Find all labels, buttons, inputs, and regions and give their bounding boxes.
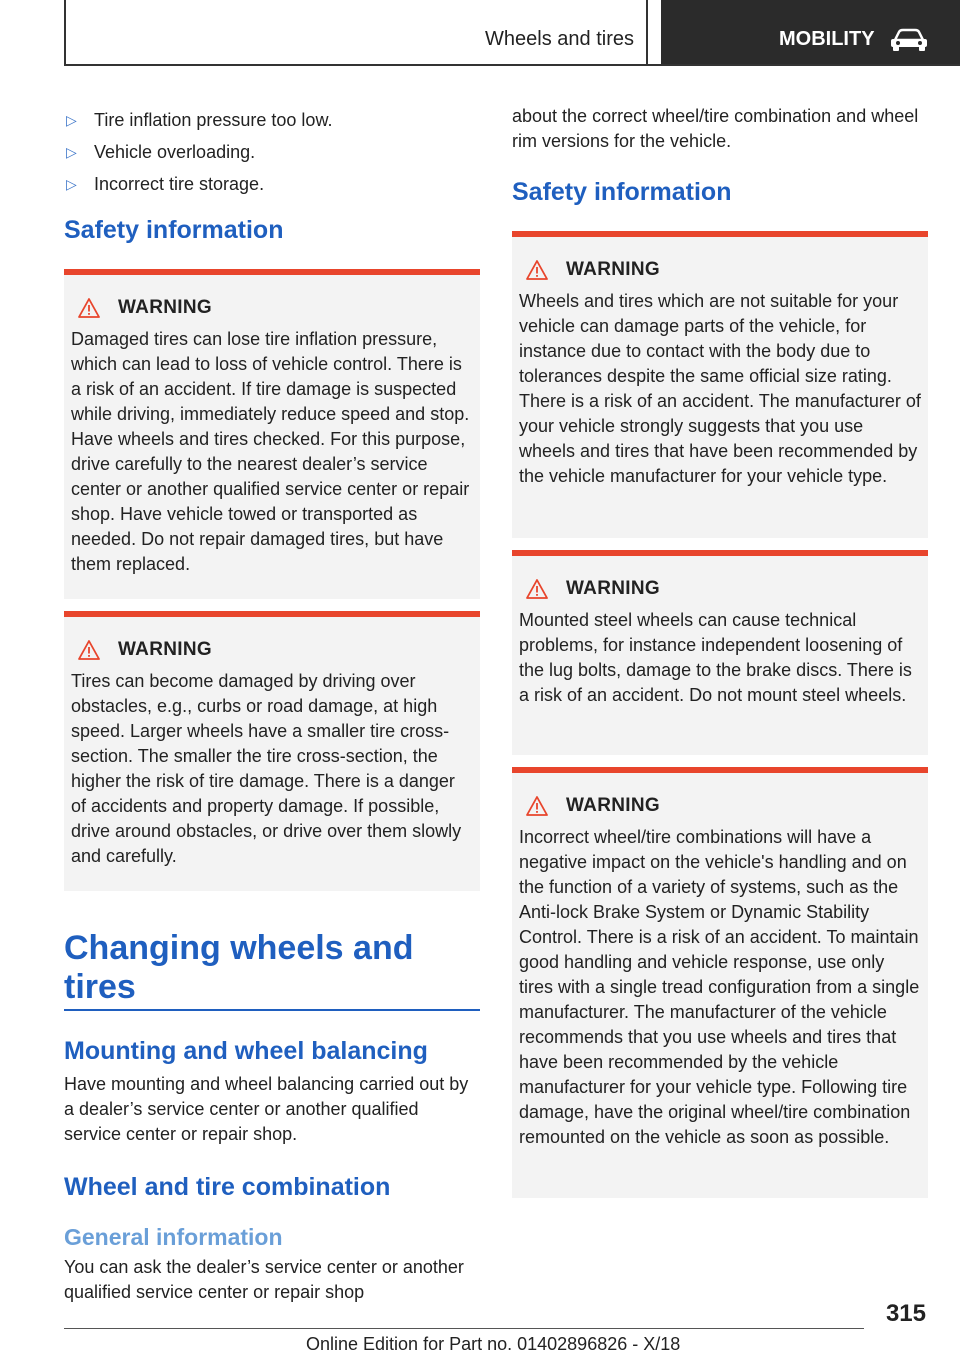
warning-text: Tires can become damaged by driving over obstacles, e.g., curbs or road damage, at high speed. Larger wheels have a smaller tire cross-section. The smaller the tire cross-section, the higher the risk of tire damage. There is a danger of accidents and property damage. If possible, drive around obstacles, or drive over them slowly and carefully. (71, 671, 462, 866)
safety-heading: Safety information (64, 216, 284, 244)
warning-triangle-icon (78, 298, 100, 318)
list-item: ▷ Vehicle overloading. (64, 136, 480, 168)
warning-text: Wheels and tires which are not suitable for your vehicle can damage parts of the vehicle, for instance due to contact with the body due to tolerances despite the same official size rating. There is a risk of an accident. The manufacturer of your vehicle strongly suggests that you use wheels and tires that have been recommended by the vehicle manufacturer for your vehicle type. (519, 291, 921, 486)
triangle-bullet-icon: ▷ (66, 144, 77, 160)
safety-heading: Safety information (512, 178, 732, 206)
warning-title: WARNING (118, 639, 212, 660)
header-rule (64, 64, 960, 66)
warning-box (64, 611, 480, 891)
list-item: ▷ Tire inflation pressure too low. (64, 104, 480, 136)
list-item: ▷ Incorrect tire storage. (64, 168, 480, 200)
intro-text: about the correct wheel/tire combination and wheel rim versions for the vehicle. (512, 106, 919, 151)
header-section-tab (64, 0, 648, 64)
warning-title: WARNING (118, 297, 212, 318)
warning-text: Damaged tires can lose tire inflation pressure, which can lead to loss of vehicle control. There is a risk of an accident. If tire damage is suspected while driving, immediately reduce speed and stop. Have wheels and tires checked. For this purpose, drive carefully to the nearest dealer’s service center or another qualified service center or repair shop. Have vehicle towed or transported as needed. Do not repair damaged tires, but have them replaced. (71, 329, 470, 574)
triangle-bullet-icon: ▷ (66, 176, 77, 192)
car-icon (889, 28, 929, 52)
edition-text: Online Edition for Part no. 01402896826 - X/18 (306, 1334, 681, 1354)
triangle-bullet-icon: ▷ (66, 112, 77, 128)
mounting-heading: Mounting and wheel balancing (64, 1037, 428, 1065)
warning-triangle-icon (526, 579, 548, 599)
warning-title: WARNING (566, 578, 660, 599)
mounting-text: Have mounting and wheel balancing carried out by a dealer’s service center or another qualified service center or repair shop. (64, 1074, 469, 1144)
general-text: You can ask the dealer’s service center or another qualified service center or repair shop (64, 1257, 464, 1302)
warning-title: WARNING (566, 795, 660, 816)
warning-text: Mounted steel wheels can cause technical problems, for instance independent loosening of the lug bolts, damage to the brake discs. There is a risk of an accident. Do not mount steel wheels. (519, 610, 912, 705)
heading-rule (64, 1009, 480, 1011)
section-title: Wheels and tires (485, 28, 634, 50)
page-number: 315 (885, 1300, 926, 1327)
footer-rule (64, 1328, 864, 1329)
warning-box (512, 767, 928, 1198)
warning-box (64, 269, 480, 599)
warning-triangle-icon (526, 796, 548, 816)
warning-triangle-icon (526, 260, 548, 280)
changing-heading: Changing wheels and tires (64, 929, 414, 1006)
right-column (512, 104, 928, 1198)
warning-box (512, 231, 928, 538)
chapter-title: MOBILITY (779, 28, 875, 50)
left-column (64, 104, 480, 1305)
warning-text: Incorrect wheel/tire combinations will have a negative impact on the vehicle's handling and on the function of a variety of systems, such as the Anti-lock Brake System or Dynamic Stability Control. There is a risk of an accident. To maintain good handling and vehicle response, use only tires with a single tread configuration from a single manufacturer. The manufacturer of the vehicle recommends that you use wheels and tires that have been recommended by the vehicle manufacturer for your vehicle type. Following tire damage, have the original wheel/tire combination remounted on the vehicle as soon as possible. (519, 827, 920, 1147)
cause-list (64, 104, 480, 200)
warning-triangle-icon (78, 640, 100, 660)
header-chapter-tab (661, 0, 960, 64)
combination-heading: Wheel and tire combination (64, 1173, 391, 1201)
general-heading: General information (64, 1224, 283, 1250)
warning-title: WARNING (566, 259, 660, 280)
warning-box (512, 550, 928, 755)
